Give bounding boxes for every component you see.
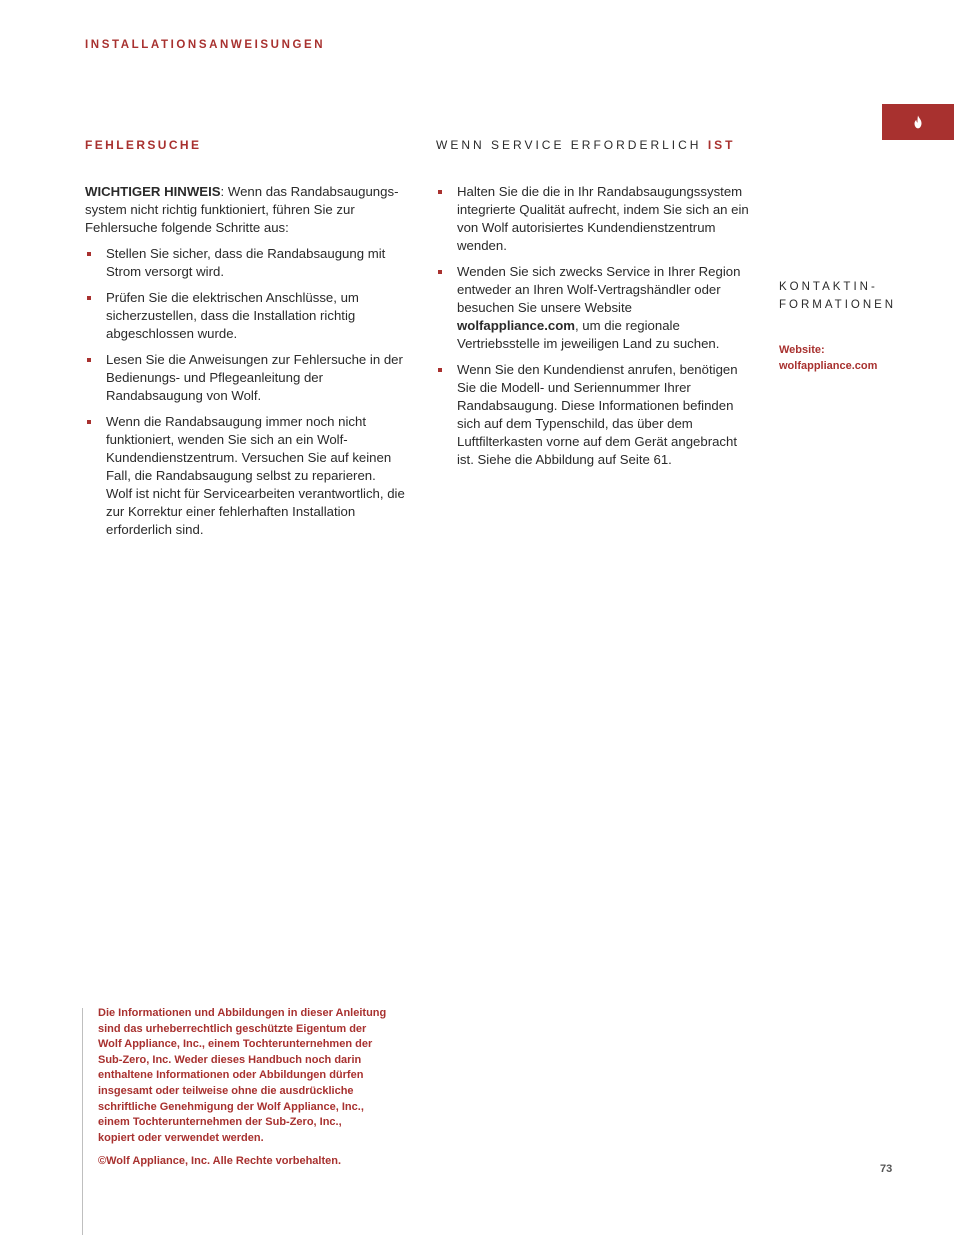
footer-note-line: sind das urheberrechtlich geschützte Eigentum der [98,1022,367,1035]
footer-divider [82,1008,83,1235]
section-heading-service [436,138,736,152]
footer-note-line: insgesamt oder teilweise ohne die ausdrückliche [98,1084,354,1097]
copyright-line: ©Wolf Appliance, Inc. Alle Rechte vorbehalten. [98,1155,342,1167]
section-tab[interactable] [882,104,954,140]
service-item-text: Wenden Sie sich zwecks Service in Ihrer Region entweder an Ihren Wolf-Vertragshändler oder besuchen Sie unsere Website [457,264,741,315]
footer-note-line: Sub-Zero, Inc. Weder dieses Handbuch noch darin [98,1053,362,1066]
page-header-title: INSTALLATIONSANWEISUNGEN [85,39,326,51]
list-item: Wenn die Randabsaugung immer noch nicht funktioniert, wenden Sie sich an ein Wolf-Kundendienstzentrum. Versuchen Sie auf keinen Fall, die Randabsaugung selbst zu reparieren. Wolf ist nicht für Servicearbeiten verantwortlich, die zur Korrektur einer fehlerhaften Installation erforderlich sind. [85,413,405,539]
service-item-text: , um die regionale Vertriebsstelle im jeweiligen Land zu suchen. [457,318,720,351]
list-item: Halten Sie die die in Ihr Randabsaugungssystem integrierte Qualität aufrecht, indem Sie sich an ein von Wolf autorisiertes Kundendienstzentrum wenden. [436,183,751,255]
website-label: Website: [779,344,825,356]
footer-note-line: Die Informationen und Abbildungen in dieser Anleitung [98,1007,387,1019]
section-heading-fehlersuche: FEHLERSUCHE [85,138,202,152]
troubleshooting-list [85,245,405,539]
footer-note-line: enthaltene Informationen oder Abbildungen dürfen [98,1069,364,1082]
important-notice-label: WICHTIGER HINWEIS [85,184,221,199]
list-item: Wenn Sie den Kundendienst anrufen, benötigen Sie die Modell- und Seriennummer Ihrer Randabsaugung. Diese Informationen befinden sich auf dem Typenschild, das über dem Luftfilterkasten vorne auf dem Gerät angebracht ist. Siehe die Abbildung auf Seite 61. [436,361,751,469]
contact-info [779,342,877,374]
footer-note-line: schriftliche Genehmigung der Wolf Appliance, Inc., [98,1100,364,1113]
website-link[interactable]: wolfappliance.com [457,318,575,333]
footer-note-line: kopiert oder verwendet werden. [98,1131,264,1144]
important-notice [85,183,405,237]
service-list [436,183,751,469]
footer-note-line: einem Tochterunternehmen der Sub-Zero, Inc., [98,1116,342,1129]
website-value-link[interactable]: wolfappliance.com [779,360,878,372]
troubleshooting-column [85,183,405,547]
footer-copyright-notice [98,1006,443,1146]
service-heading-accent: IST [707,138,736,152]
list-item [436,263,751,353]
contact-heading [779,278,896,314]
page-number: 73 [880,1163,893,1175]
contact-heading-line: FORMATIONEN [779,299,897,311]
flame-icon [912,115,924,129]
list-item: Prüfen Sie die elektrischen Anschlüsse, um sicherzustellen, dass die Installation richtig abgeschlossen wurde. [85,289,405,343]
footer-note-line: Wolf Appliance, Inc., einem Tochterunternehmen der [98,1038,373,1051]
service-column [436,183,751,477]
contact-heading-line: KONTAKTIN- [779,281,878,293]
list-item: Stellen Sie sicher, dass die Randabsaugung mit Strom versorgt wird. [85,245,405,281]
service-heading-main: WENN SERVICE ERFORDERLICH [436,138,702,152]
important-notice-text: : Wenn das Randabsaugungssystem nicht richtig funktioniert, führen Sie zur Fehlersuche folgende Schritte aus: [85,184,399,235]
list-item: Lesen Sie die Anweisungen zur Fehlersuche in der Bedienungs- und Pflegeanleitung der Randabsaugung von Wolf. [85,351,405,405]
